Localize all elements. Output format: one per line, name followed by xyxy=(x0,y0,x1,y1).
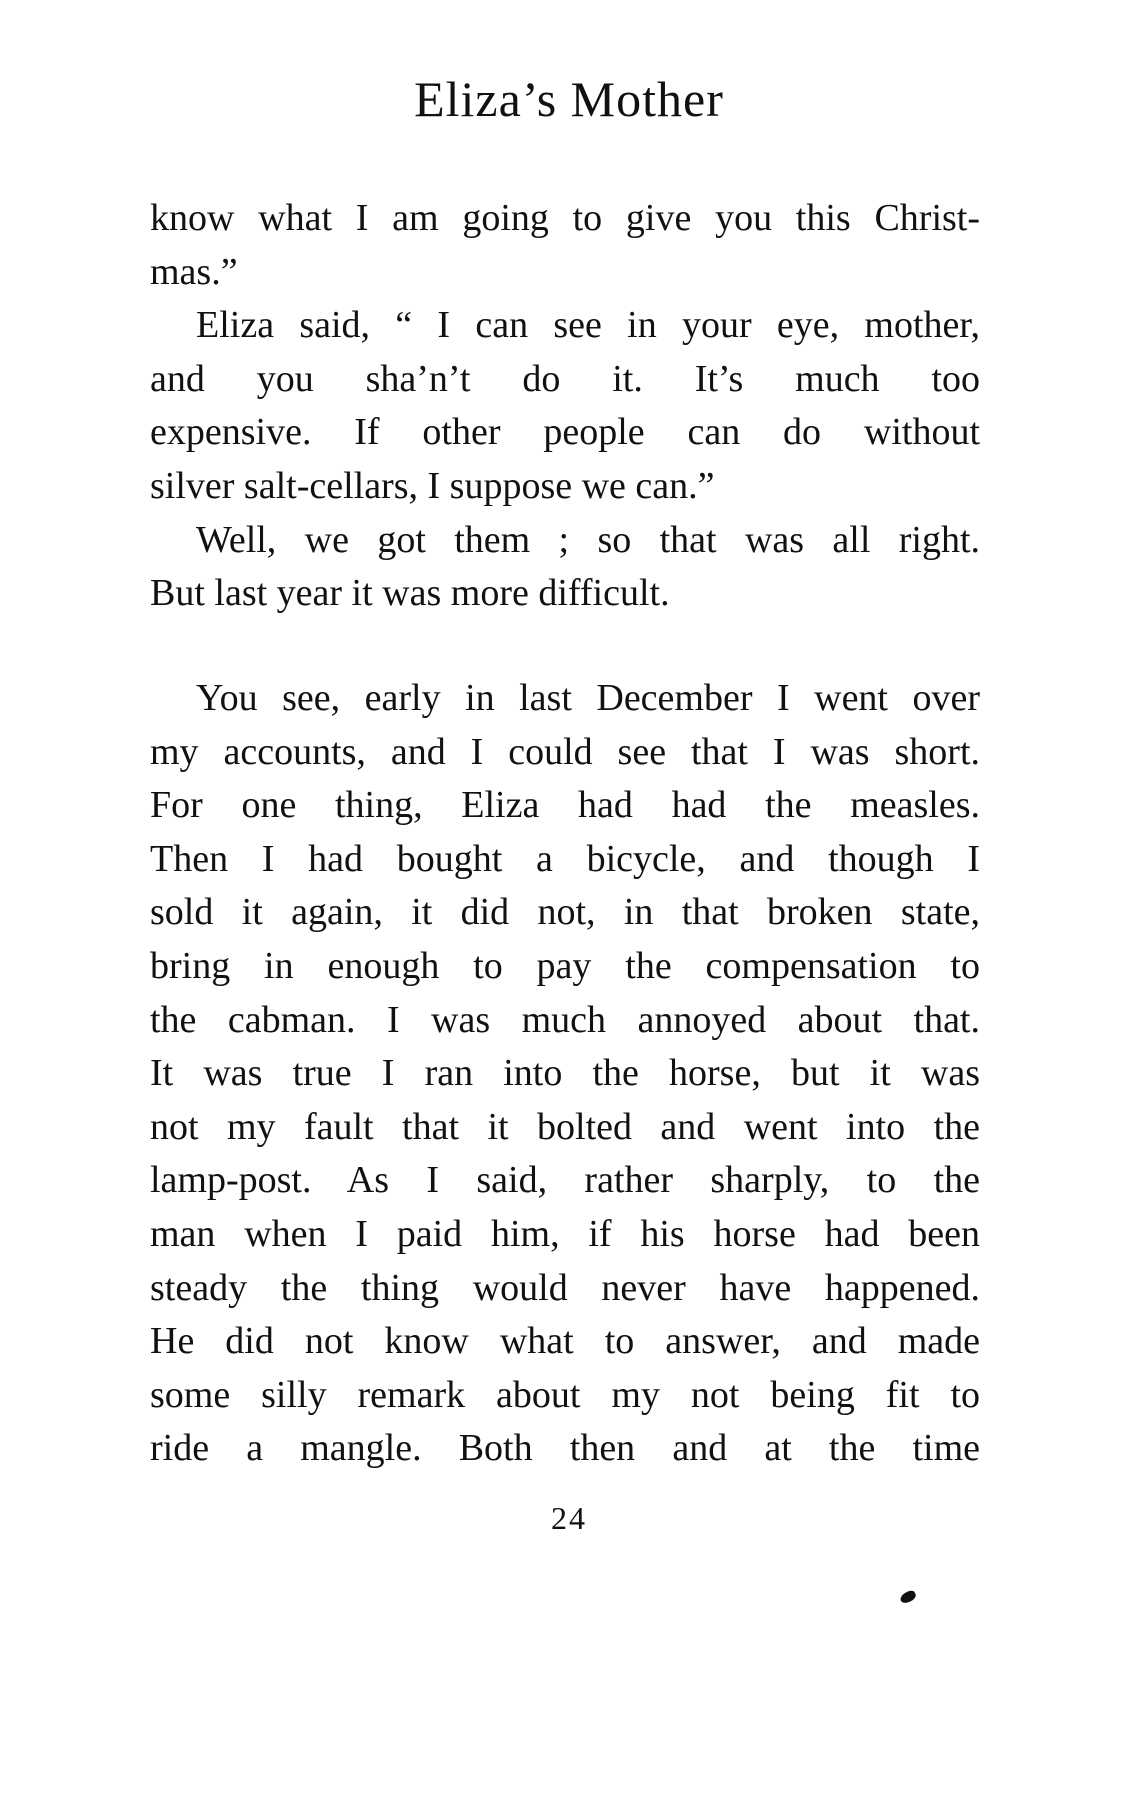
text-line: ride a mangle. Both then and at the time xyxy=(150,1427,980,1470)
text-line: know what I am going to give you this Christ- xyxy=(150,197,980,239)
text-line: It was true I ran into the horse, but it was xyxy=(150,1052,980,1095)
text-line: lamp-post. As I said, rather sharply, to the xyxy=(150,1159,980,1202)
text-line: my accounts, and I could see that I was short. xyxy=(150,730,980,773)
text-line: man when I paid him, if his horse had been xyxy=(150,1212,980,1255)
text-line: Eliza said, “ I can see in your eye, mother, xyxy=(196,304,980,347)
ink-speck xyxy=(899,1589,918,1605)
text-line: and you sha’n’t do it. It’s much too xyxy=(150,357,980,400)
text-line: steady the thing would never have happened. xyxy=(150,1266,980,1309)
running-header: Eliza’s Mother xyxy=(414,71,724,127)
text-line: For one thing, Eliza had had the measles. xyxy=(150,784,980,827)
text-line: not my fault that it bolted and went into the xyxy=(150,1105,980,1148)
text-line: bring in enough to pay the compensation to xyxy=(150,944,980,987)
text-line: the cabman. I was much annoyed about that. xyxy=(150,998,980,1041)
text-line: some silly remark about my not being fit to xyxy=(150,1373,980,1416)
text-line: He did not know what to answer, and made xyxy=(150,1320,980,1363)
text-line: mas.” xyxy=(150,250,238,293)
paragraph-december xyxy=(150,672,980,1476)
text-line: silver salt-cellars, I suppose we can.” xyxy=(150,464,715,507)
paragraph-continuation xyxy=(150,192,980,621)
text-line: Well, we got them ; so that was all right. xyxy=(196,518,980,561)
text-line: Then I had bought a bicycle, and though I xyxy=(150,837,980,880)
text-line: sold it again, it did not, in that broken state, xyxy=(150,891,980,934)
page-number: 24 xyxy=(551,1500,587,1536)
text-line: You see, early in last December I went over xyxy=(196,677,980,719)
text-line: expensive. If other people can do without xyxy=(150,411,980,454)
text-line: But last year it was more difficult. xyxy=(150,572,670,615)
